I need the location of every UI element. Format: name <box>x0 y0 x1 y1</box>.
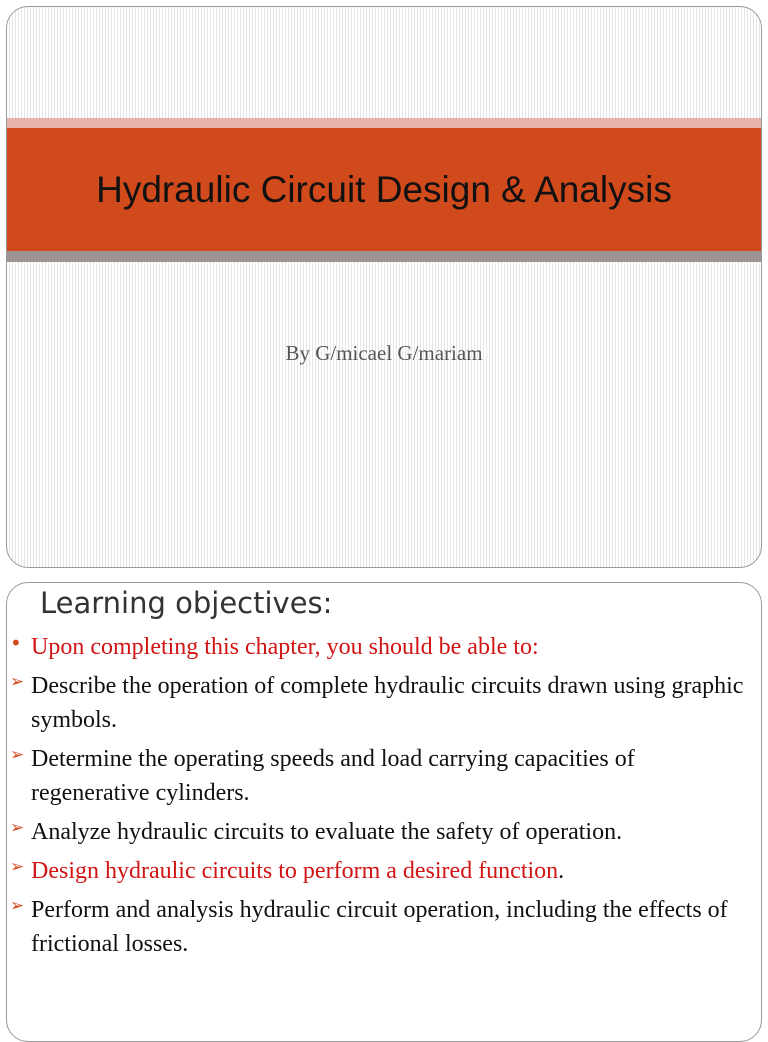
arrow-bullet-icon: ➢ <box>10 818 25 838</box>
list-item-text: Design hydraulic circuits to perform a desired function <box>31 858 559 884</box>
list-item <box>10 815 750 849</box>
title-band-bottom-stripe <box>7 251 761 262</box>
list-item <box>10 669 750 737</box>
title-band-top-stripe <box>7 118 761 128</box>
slide-subtitle: By G/micael G/mariam <box>285 341 483 365</box>
arrow-bullet-icon: ➢ <box>10 745 25 765</box>
objectives-list <box>10 630 750 966</box>
list-item-text: Describe the operation of complete hydraulic circuits drawn using graphic symbols. <box>31 673 744 733</box>
bullet-dot-icon: • <box>10 631 22 655</box>
list-item-text: Perform and analysis hydraulic circuit operation, including the effects of frictional losses. <box>31 897 728 957</box>
list-item <box>10 630 750 664</box>
list-item-suffix: . <box>558 858 565 884</box>
list-item-text: Upon completing this chapter, you should be able to: <box>31 634 539 660</box>
list-item <box>10 854 750 888</box>
arrow-bullet-icon: ➢ <box>10 672 25 692</box>
arrow-bullet-icon: ➢ <box>10 857 25 877</box>
list-item <box>10 893 750 961</box>
objectives-heading: Learning objectives: <box>40 586 333 620</box>
list-item-text: Analyze hydraulic circuits to evaluate the safety of operation. <box>31 819 623 845</box>
list-item <box>10 742 750 810</box>
slide-title: Hydraulic Circuit Design & Analysis <box>96 168 672 210</box>
title-slide <box>6 6 762 568</box>
list-item-text: Determine the operating speeds and load carrying capacities of regenerative cylinders. <box>31 746 635 806</box>
arrow-bullet-icon: ➢ <box>10 896 25 916</box>
